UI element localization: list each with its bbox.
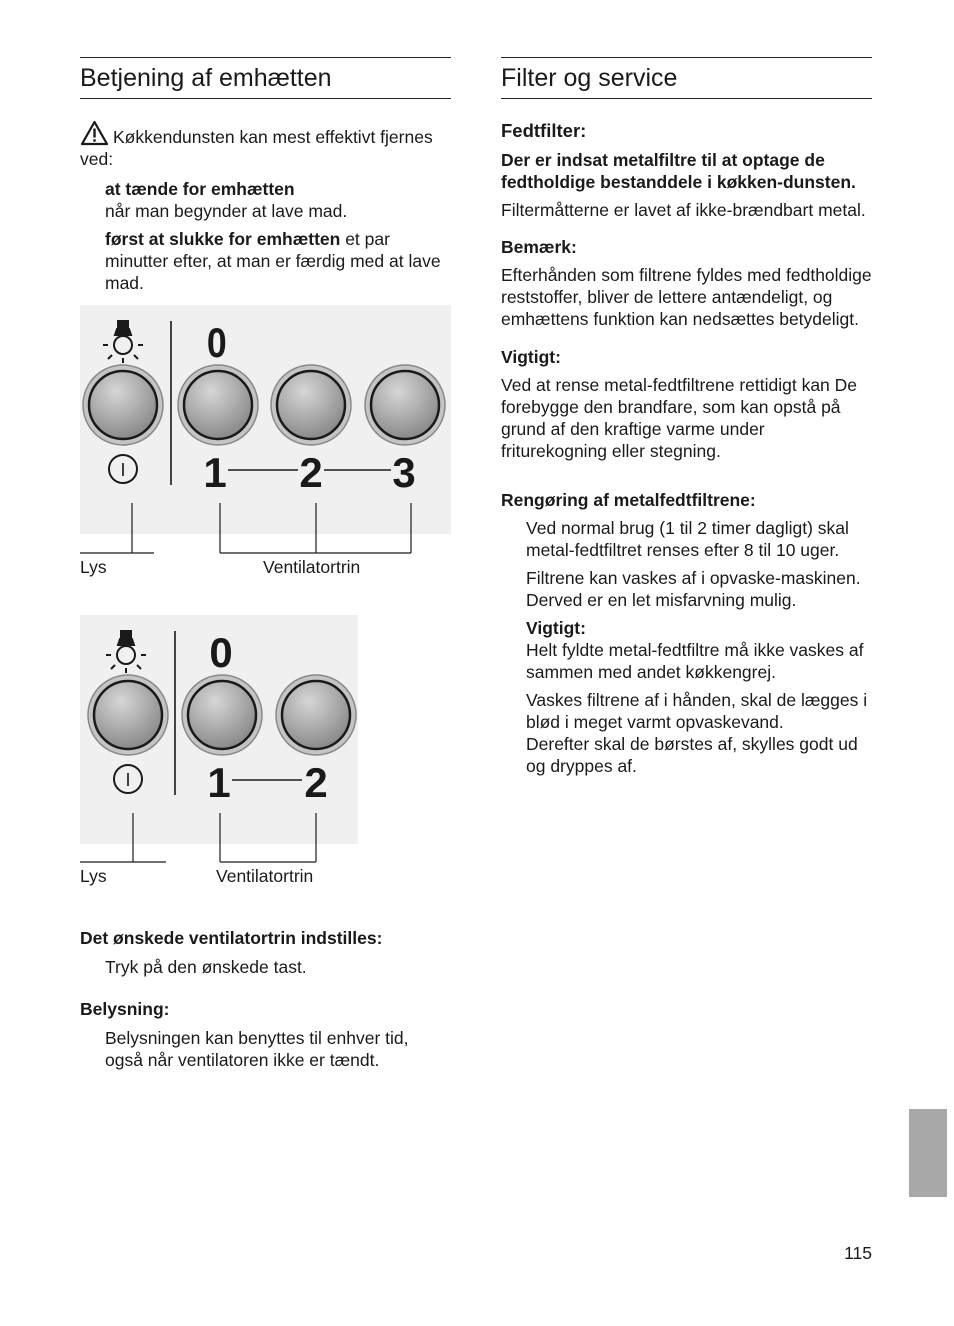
- light-button[interactable]: [83, 365, 163, 445]
- caption-light: Lys: [80, 557, 107, 577]
- power-label: I: [120, 460, 126, 480]
- instruction-turn-off: [80, 228, 451, 294]
- lighting-text: Belysningen kan benyttes til enhver tid, også når ventilatoren ikke er tændt.: [105, 1028, 409, 1070]
- lighting-heading: Belysning:: [80, 999, 170, 1019]
- important-heading: Vigtigt:: [501, 347, 561, 367]
- fan-off-label: 0: [209, 629, 233, 676]
- fan-off-button[interactable]: [178, 365, 258, 445]
- caption-fan-speed: Ventilatortrin: [263, 557, 361, 577]
- intro-text: Køkkendunsten kan mest effektivt fjernes ved:: [80, 127, 433, 169]
- left-bottom-section: [80, 927, 451, 1071]
- light-bulb-icon: [103, 321, 143, 363]
- grease-filter-bold-text: Der er indsat metalfiltre til at optage de fedtholdige bestanddele i køkken-dunsten.: [501, 150, 856, 192]
- power-label: I: [125, 770, 131, 790]
- power-symbol-icon: [114, 765, 142, 793]
- fan-speed-2-button[interactable]: [276, 675, 356, 755]
- cleaning-heading: Rengøring af metalfedtfiltrene:: [501, 490, 756, 510]
- fan-speed-heading: Det ønskede ventilatortrin indstilles:: [80, 928, 383, 948]
- cleaning-paragraph-4: Derefter skal de børstes af, skylles godt ud og dryppes af.: [526, 734, 858, 776]
- fan-speed-3-button[interactable]: [365, 365, 445, 445]
- left-column: [80, 57, 451, 294]
- instruction-turn-on: [80, 178, 451, 222]
- grease-filter-heading: Fedtfilter:: [501, 120, 587, 141]
- fan-step-label-1: 1: [203, 449, 227, 496]
- cleaning-paragraph-1: Ved normal brug (1 til 2 timer dagligt) skal metal-fedtfiltret renses efter 8 til 10 uger.: [526, 518, 849, 560]
- language-tab-marker: [909, 1109, 947, 1197]
- control-panel-diagram-3-speed: [80, 305, 452, 585]
- grease-filter-text: Filtermåtterne er lavet af ikke-brændbart metal.: [501, 200, 866, 220]
- fan-off-button[interactable]: [182, 675, 262, 755]
- control-panel-diagram-2-speed: [80, 615, 360, 895]
- fan-step-label-2: 2: [304, 759, 328, 806]
- fan-step-label-2: 2: [299, 449, 323, 496]
- intro-paragraph: [80, 120, 451, 170]
- section-title-filter: Filter og service: [501, 57, 872, 99]
- fan-step-label-3: 3: [392, 449, 416, 496]
- warning-triangle-icon: [80, 120, 109, 146]
- caption-fan-speed: Ventilatortrin: [216, 866, 314, 886]
- caption-light: Lys: [80, 866, 107, 886]
- fan-off-label: 0: [206, 320, 227, 367]
- right-column: [501, 57, 872, 777]
- fan-speed-2-button[interactable]: [271, 365, 351, 445]
- cleaning-important-text: Helt fyldte metal-fedtfiltre må ikke vaskes af sammen med andet køkkengrej.: [526, 640, 864, 682]
- light-bulb-icon: [106, 631, 146, 673]
- section-title-operation: Betjening af emhætten: [80, 57, 451, 99]
- cleaning-important-heading: Vigtigt:: [526, 618, 586, 638]
- cleaning-paragraph-3: Vaskes filtrene af i hånden, skal de lægges i blød i meget varmt opvaskevand.: [526, 690, 868, 732]
- instruction-turn-off-bold: først at slukke for emhætten: [105, 229, 341, 249]
- cleaning-paragraph-2: Filtrene kan vaskes af i opvaske-maskinen. Derved er en let misfarvning mulig.: [526, 568, 861, 610]
- fan-speed-text: Tryk på den ønskede tast.: [105, 957, 307, 977]
- instruction-turn-off-rest: et par minutter efter, at man er færdig med at lave mad.: [105, 229, 441, 293]
- instruction-turn-on-rest: når man begynder at lave mad.: [105, 201, 348, 221]
- page-number: 115: [844, 1243, 872, 1263]
- light-button[interactable]: [88, 675, 168, 755]
- instruction-turn-on-bold: at tænde for emhætten: [105, 179, 295, 199]
- fan-step-label-1: 1: [207, 759, 231, 806]
- note-heading: Bemærk:: [501, 237, 577, 257]
- power-symbol-icon: [109, 455, 137, 483]
- important-text: Ved at rense metal-fedtfiltrene rettidigt kan De forebygge den brandfare, som kan opstå på grund af den kraftige varme under friturekogning eller stegning.: [501, 375, 858, 461]
- note-text: Efterhånden som filtrene fyldes med fedtholdige reststoffer, bliver de lettere antændeligt, og emhættens funktion kan nedsættes betydeligt.: [501, 265, 872, 329]
